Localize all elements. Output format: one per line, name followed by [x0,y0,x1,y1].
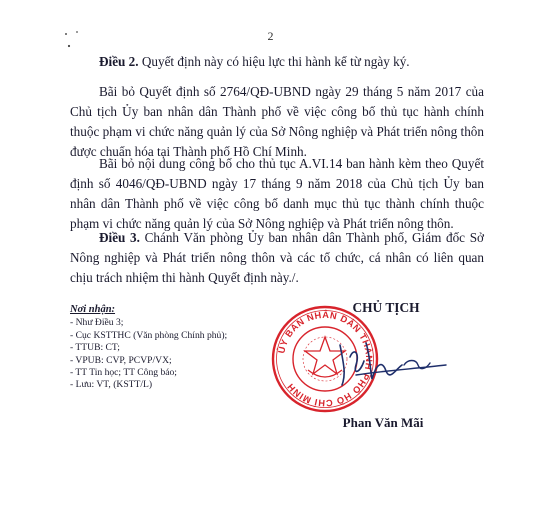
article-2-text: Quyết định này có hiệu lực thi hành kể từ ngày ký. [138,54,410,69]
page-number: 2 [267,29,274,43]
signer-name: Phan Văn Mãi [342,415,424,430]
article-3-text: Chánh Văn phòng Ủy ban nhân dân Thành phố, Giám đốc Sở Nông nghiệp và Phát triển nông thôn và các tổ chức, cá nhân có liên quan chịu trách nhiệm thi hành Quyết định này./. [70,230,484,285]
signer-title: CHỦ TỊCH [352,300,420,315]
recipients-title: Nơi nhận: [70,304,116,315]
repeal-paragraph-2: Bãi bỏ nội dung công bố cho thủ tục A.VI.14 ban hành kèm theo Quyết định số 4046/QĐ-UBND ngày 17 tháng 9 năm 2018 của Chủ tịch Ủy ban nhân dân Thành phố về việc công bố danh mục thủ tục thành chính thuộc phạm vi chức năng quản lý của Sở Nông nghiệp và Phát triển nông thôn. [70,156,484,231]
recipient-item: - Cục KSTTHC (Văn phòng Chính phủ); [70,329,228,341]
recipient-item: - TTUB: CT; [70,342,120,354]
recipient-item: - Lưu: VT, (KSTT/L) [70,379,153,391]
recipient-item: - VPUB: CVP, PCVP/VX; [70,354,172,366]
article-3 [70,228,484,288]
recipient-item: - Như Điều 3; [70,317,124,329]
seal-text: ỦY BAN NHÂN DÂN THÀNH PHỐ HỒ CHÍ MINH [276,309,375,409]
repeal-paragraph-1: Bãi bỏ Quyết định số 2764/QĐ-UBND ngày 29 tháng 5 năm 2017 của Chủ tịch Ủy ban nhân dân Thành phố về việc công bố thủ tục hành chính thuộc phạm vi chức năng quản lý của Sở Nông nghiệp và Phát triển nông thôn được chuẩn hóa tại Thành phố Hồ Chí Minh. [70,84,484,159]
handwritten-signature [336,335,451,390]
article-2-heading: Điều 2. [99,54,139,69]
article-3-heading: Điều 3. [99,230,140,245]
recipient-item: - TT Tin học; TT Công báo; [70,367,177,379]
article-2 [70,52,484,72]
recipients-block [70,304,280,392]
